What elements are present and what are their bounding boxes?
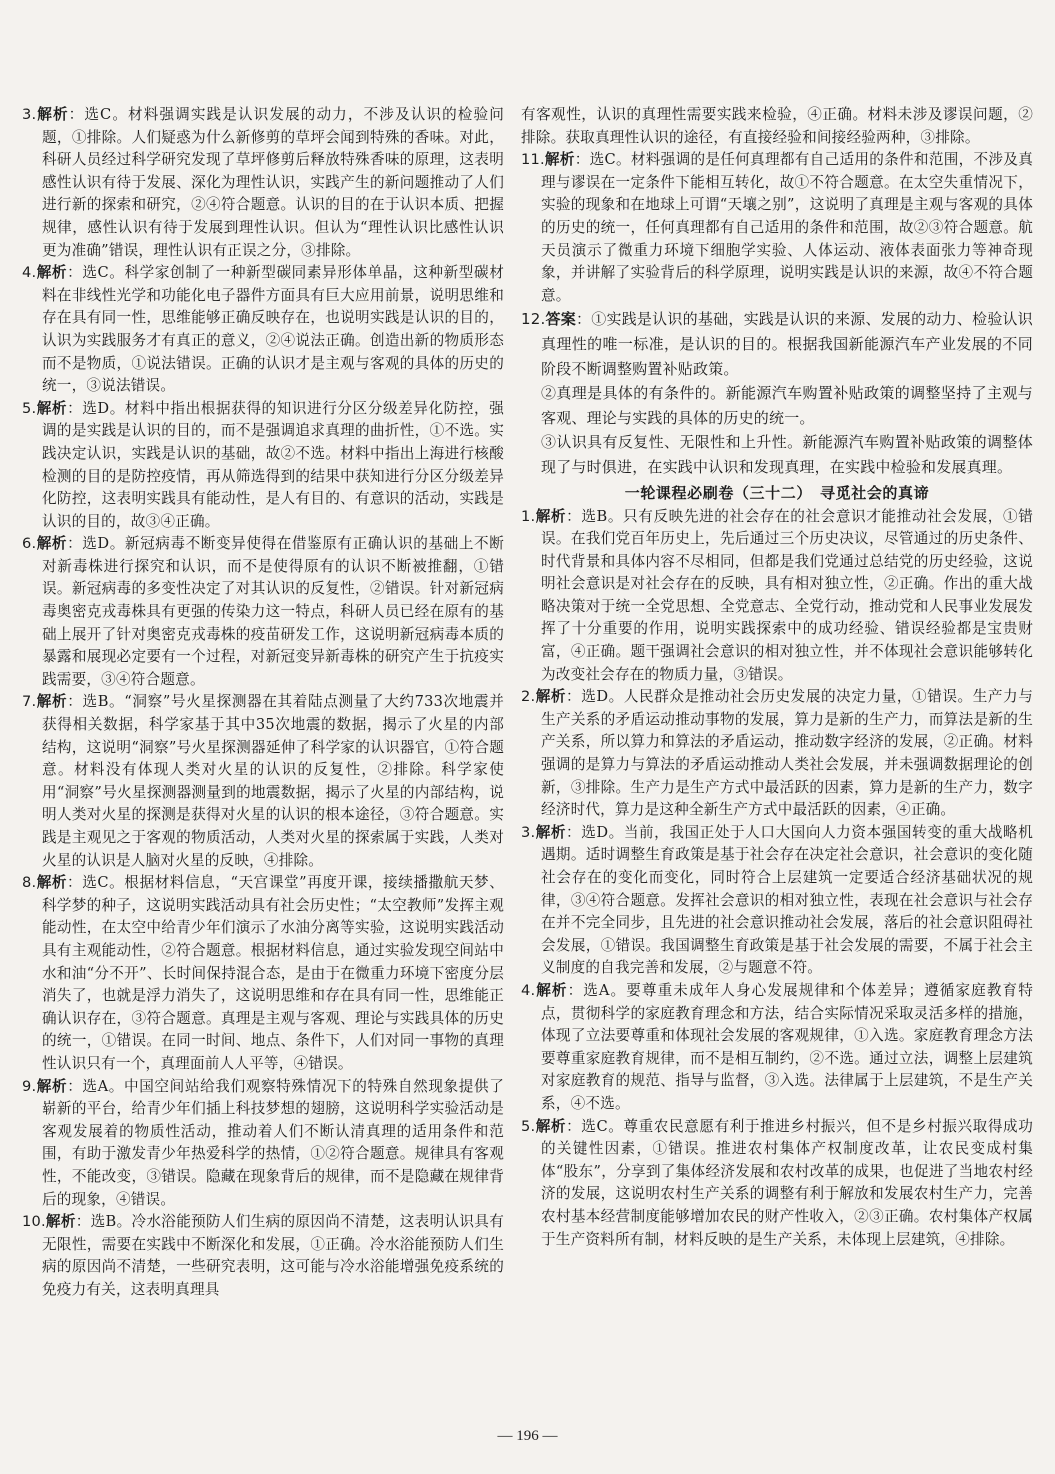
item-number: 2. (521, 688, 536, 706)
answer-item-4 (22, 262, 504, 398)
item-number: 6. (22, 535, 37, 553)
item-label: 解析 (36, 535, 68, 553)
item-label: 答案 (545, 310, 576, 329)
item-text: ：选C。材料强调实践是认识发展的动力，不涉及认识的检验问题，①排除。人们疑惑为什么新修剪的草坪会闻到特殊的香味。对此，科研人员经过科学研究发现了草坪修剪后释放特殊香味的原理，这表明感性认识有待于发展、深化为理性认识，实践产生的新问题推动了人们进行新的探索和研究，②④符合题意。认识的目的在于认识本质、把握规律，感性认识有待于发展到理性认识。但认为“理性认识比感性认识更为准确”错误，理性认识有正误之分，③排除。 (42, 106, 504, 259)
item-label: 解析 (535, 1117, 567, 1135)
item-number: 11. (521, 151, 545, 169)
section-item-2 (521, 686, 1033, 822)
item-text: ：选C。根据材料信息，“天宫课堂”再度开课，接续播撒航天梦、科学梦的种子，这说明实践活动具有社会历史性；“太空教师”发挥主观能动性，在太空中给青少年们演示了水油分离等实验，这说明实践活动具有主观能动性，②符合题意。根据材料信息，通过实验发现空间站中水和油“分不开”、长时间保持混合态，是由于在微重力环境下密度分层消失了，也就是浮力消失了，这说明思维和存在具有同一性，思维能正确认识存在，③符合题意。真理是主观与客观、理论与实践具体的历史的统一，①错误。在同一时间、地点、条件下，人们对同一事物的真理性认识只有一个，真理面前人人平等，④错误。 (42, 874, 505, 1072)
page-number: — 196 — (497, 1428, 558, 1444)
answer-line: ②真理是具体的有条件的。新能源汽车购置补贴政策的调整坚持了主观与客观、理论与实践的具体的历史的统一。 (541, 384, 1033, 427)
item-text: ：选C。尊重农民意愿有利于推进乡村振兴，但不是乡村振兴取得成功的关键性因素，①错误。推进农村集体产权制度改革，让农民变成村集体“股东”，分享到了集体经济发展和农村改革的成果，也促进了当地农村经济的发展，这说明农村生产关系的调整有利于解放和发展农村生产力，完善农村基本经营制度能够增加农民的财产性收入，②③正确。农村集体产权属于生产资料所有制，材料反映的是生产关系，未体现上层建筑，④排除。 (541, 1117, 1033, 1248)
answer-item-8 (22, 872, 504, 1075)
item-text: ：选C。材料强调的是任何真理都有自己适用的条件和范围，不涉及真理与谬误在一定条件下能相互转化，故①不符合题意。在太空失重情况下，实验的现象和在地球上可谓“天壤之别”，这说明了真理是主观与客观的具体的历史的统一，任何真理都有自己适用的条件和范围，故②③符合题意。航天员演示了微重力环境下细胞学实验、人体运动、液体表面张力等神奇现象，并讲解了实验背后的科学原理，说明实践是认识的来源，故④不符合题意。 (541, 151, 1033, 304)
item-label: 解析 (45, 1213, 76, 1231)
item-text: ：选D。材料中指出根据获得的知识进行分区分级差异化防控，强调的是实践是认识的目的，而不是强调追求真理的曲折性，①不选。实践决定认识，实践是认识的基础，故②不选。材料中指出上海进行核酸检测的目的是防控疫情，再从筛选得到的结果中获知进行分区分级差异化防控，这表明实践具有能动性，是人有目的、有意识的活动，实践是认识的目的，故③④正确。 (42, 399, 504, 530)
item-number: 12. (521, 310, 546, 329)
item-number: 5. (521, 1117, 536, 1135)
item-text: ：选D。新冠病毒不断变异使得在借鉴原有正确认识的基础上不断对新毒株进行探究和认识，而不是使得原有的认识不断被推翻，①错误。新冠病毒的多变性决定了对其认识的反复性，②错误。针对新冠病毒奥密克戎毒株具有更强的传染力这一特点，科研人员已经在原有的基础上展开了针对奥密克戎毒株的疫苗研发工作，这说明新冠病毒本质的暴露和展现必定要有一个过程，对新冠变异新毒株的研究产生于抗疫实践需要，③④符合题意。 (42, 535, 504, 688)
item-number: 5. (22, 399, 37, 417)
item-label: 解析 (36, 264, 68, 282)
answer-item-7 (22, 691, 504, 872)
item-number: 7. (22, 693, 37, 711)
item-label: 解析 (36, 693, 68, 711)
answer-line: ③认识具有反复性、无限性和上升性。新能源汽车购置补贴政策的调整体现了与时俱进，在实践中认识和发现真理，在实践中检验和发展真理。 (541, 433, 1033, 476)
answer-item-10 (22, 1211, 504, 1301)
item-label: 解析 (36, 874, 68, 892)
item-text: ：选A。要尊重未成年人身心发展规律和个体差异；遵循家庭教育特点，贯彻科学的家庭教育理念和方法，结合实际情况采取灵活多样的措施，体现了立法要尊重和体现社会发展的客观规律，①入选。家庭教育理念方法要尊重家庭教育规律，而不是相互制约，②不选。通过立法，调整上层建筑对家庭教育的规范、指导与监督，③入选。法律属于上层建筑，不是生产关系，④不选。 (541, 981, 1033, 1112)
answer-item-9 (22, 1076, 504, 1212)
item-number: 3. (521, 823, 536, 841)
section-title: 一轮课程必刷卷（三十二） 寻觅社会的真谛 (624, 483, 930, 502)
answer-item-12 (521, 307, 1033, 479)
item-number: 10. (22, 1213, 46, 1231)
right-column (521, 104, 1033, 1251)
item-label: 解析 (36, 1077, 68, 1095)
item-number: 9. (22, 1077, 37, 1095)
item-label: 解析 (535, 981, 568, 999)
item-text: ：选B。冷水浴能预防人们生病的原因尚不清楚，这表明认识具有无限性，需要在实践中不断深化和发展，①正确。冷水浴能预防人们生病的原因尚不清楚，一些研究表明，这可能与冷水浴能增强免疫系统的免疫力有关，这表明真理具 (42, 1213, 504, 1298)
left-column (22, 104, 504, 1301)
item-text: ：选D。当前，我国正处于人口大国向人力资本强国转变的重大战略机遇期。适时调整生育政策是基于社会存在决定社会意识，社会意识的变化随社会存在的变化而变化，同时符合上层建筑一定要适合经济基础状况的规律，③④符合题意。发挥社会意识的相对独立性，表现在社会意识与社会存在并不完全同步，且先进的社会意识推动社会发展，落后的社会意识阻碍社会发展，①错误。我国调整生育政策是基于社会发展的需要，不属于社会主义制度的自我完善和发展，②与题意不符。 (541, 823, 1033, 977)
answer-item-3 (22, 104, 504, 262)
item-label: 解析 (544, 151, 575, 169)
answer-item-11 (521, 149, 1033, 307)
section-item-1 (521, 506, 1033, 687)
section-item-3 (521, 822, 1033, 980)
item-label: 解析 (535, 507, 567, 525)
item-text: ：选A。中国空间站给我们观察特殊情况下的特殊自然现象提供了崭新的平台，给青少年们插上科技梦想的翅膀，这说明科学实验活动是客观发展着的物质性活动，推动着人们不断认清真理的适用条件和范围，有助于激发青少年热爱科学的热情，①②符合题意。规律具有客观性，不能改变，③错误。隐藏在现象背后的规律，而不是隐藏在规律背后的现象，④错误。 (42, 1077, 504, 1208)
item-number: 3. (22, 106, 37, 123)
item-number: 4. (521, 981, 536, 999)
item-number: 1. (521, 507, 536, 525)
answer-item-6 (22, 533, 504, 691)
item-text: ：选B。只有反映先进的社会存在的社会意识才能推动社会发展，①错误。在我们党百年历史上，先后通过三个历史决议，尽管通过的历史条件、时代背景和具体内容不尽相同，但都是我们党通过总结党的历史经验，这说明社会意识是对社会存在的反映，具有相对独立性，②正确。作出的重大战略决策对于统一全党思想、全党意志、全党行动，推动党和人民事业发展发挥了十分重要的作用，说明实践探索中的成功经验、错误经验都是宝贵财富，④正确。题干强调社会意识的相对独立性，并不体现社会意识能够转化为改变社会存在的物质力量，③错误。 (541, 507, 1033, 683)
item-label: 解析 (36, 399, 68, 417)
item-label: 解析 (535, 688, 567, 706)
answer-line: ：①实践是认识的基础，实践是认识的来源、发展的动力、检验认识真理性的唯一标准，是认识的目的。根据我国新能源汽车产业发展的不同阶段不断调整购置补贴政策。 (541, 310, 1033, 378)
item-text: ：选D。人民群众是推动社会历史发展的决定力量，①错误。生产力与生产关系的矛盾运动推动事物的发展，算力是新的生产力，而算法是新的生产关系，所以算力和算法的矛盾运动，推动数字经济的发展，②正确。材料强调的是算力与算法的矛盾运动推动人类社会发展，并未强调数据理论的创新，③排除。生产力是生产方式中最活跃的因素，算力是新的生产力，数字经济时代，算力是这种全新生产方式中最活跃的因素，④正确。 (541, 688, 1033, 819)
answer-item-5 (22, 398, 504, 534)
item-label: 解析 (36, 106, 69, 123)
item-text: ：选C。科学家创制了一种新型碳同素异形体单晶，这种新型碳材料在非线性光学和功能化电子器件方面具有巨大应用前景，说明思维和存在具有同一性，思维能够正确反映存在，也说明实践是认识的目的，认识为实践服务才有真正的意义，②④说法正确。创造出新的物质形态而不是物质，①说法错误。正确的认识才是主观与客观的具体的历史的统一，③说法错误。 (42, 264, 504, 395)
item-number: 8. (22, 874, 37, 892)
item-text: ：选B。“洞察”号火星探测器在其着陆点测量了大约733次地震并获得相关数据，科学家基于其中35次地震的数据，揭示了火星的内部结构，这说明“洞察”号火星探测器延伸了科学家的认识器官，①符合题意。材料没有体现人类对火星的认识的反复性，②排除。科学家使用“洞察”号火星探测器测量到的地震数据，揭示了火星的内部结构，说明人类对火星的探测是获得对火星的认识的根本途径，③符合题意。实践是主观见之于客观的物质活动，人类对火星的探索属于实践，人类对火星的认识是人脑对火星的反映，④排除。 (42, 693, 505, 869)
section-item-4 (521, 980, 1033, 1116)
continuation-text: 有客观性，认识的真理性需要实践来检验，④正确。材料未涉及谬误问题，②排除。获取真理性认识的途径，有直接经验和间接经验两种，③排除。 (521, 106, 1033, 146)
item-label: 解析 (535, 823, 567, 841)
section-item-5 (521, 1116, 1033, 1252)
item-number: 4. (22, 264, 37, 282)
